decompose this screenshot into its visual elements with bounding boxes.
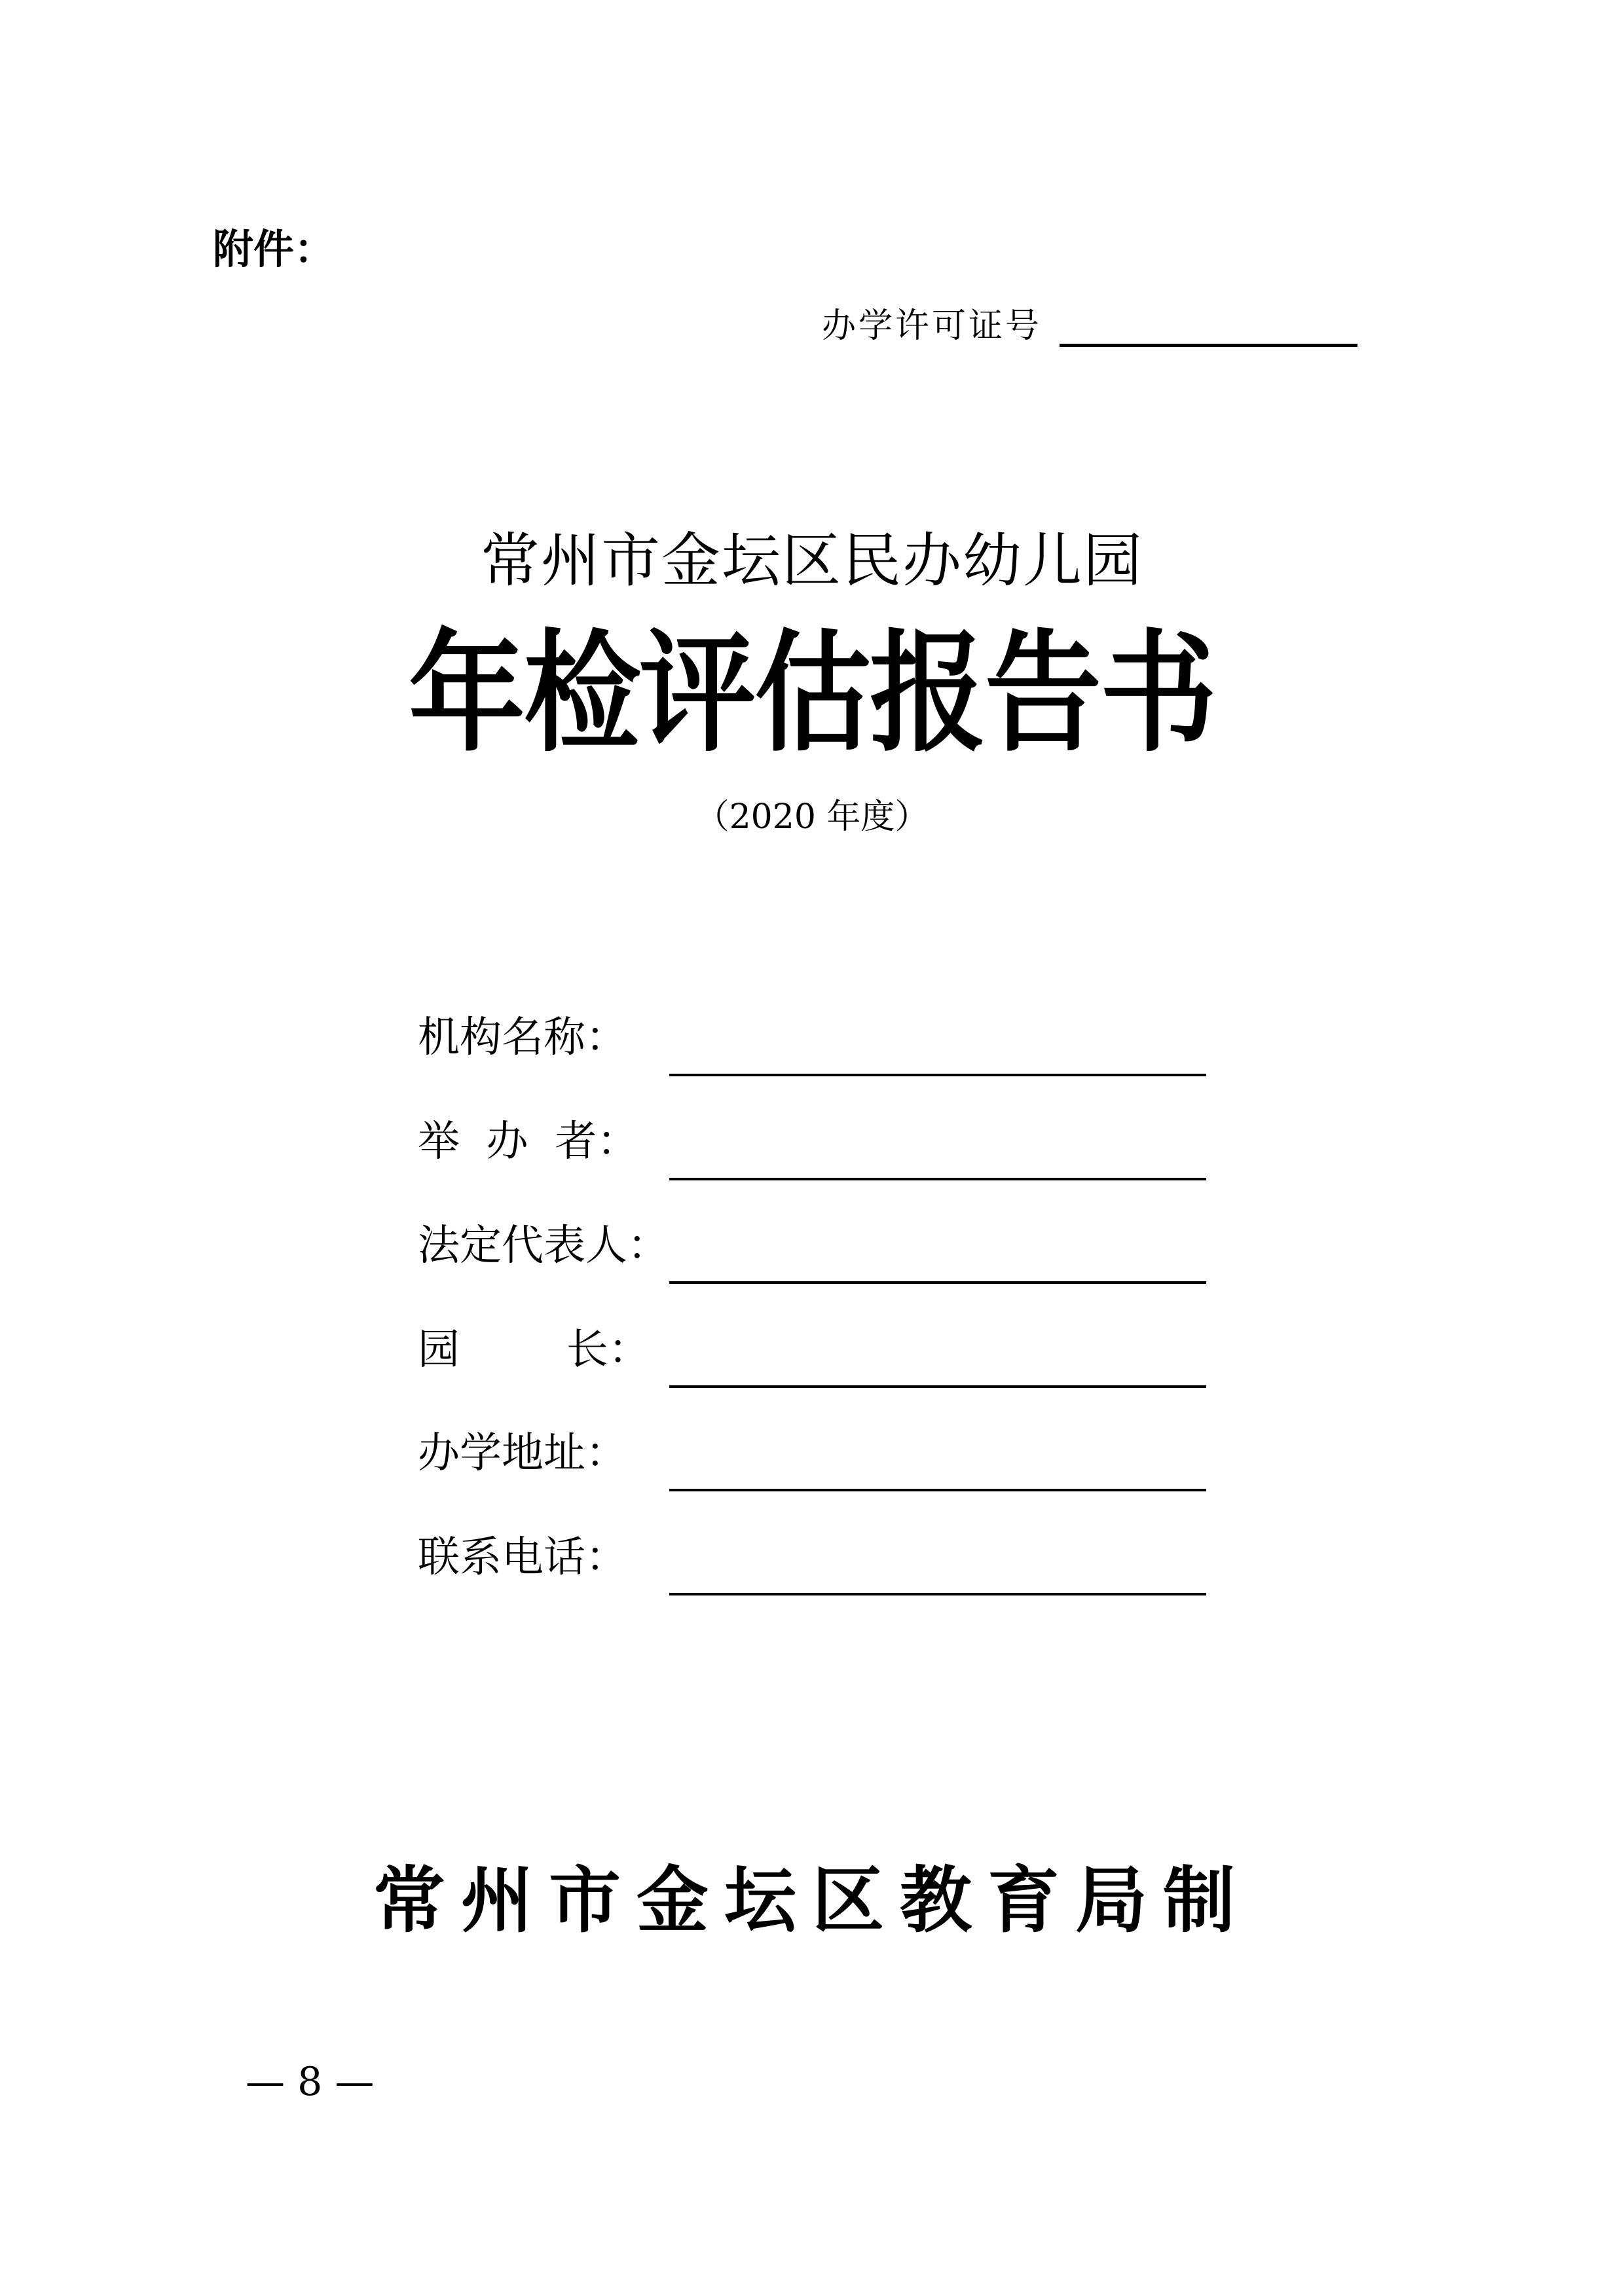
page-number: — 8 —: [246, 2059, 375, 2105]
field-label-sponsor: 举 办 者：: [418, 1118, 639, 1166]
field-label-legal-representative: 法定代表人：: [418, 1222, 669, 1270]
issuer-statement: 常州市金坛区教育局制: [373, 1859, 1251, 1942]
document-subtitle: 常州市金坛区民办幼儿园: [481, 526, 1143, 595]
field-blank-school-address[interactable]: [669, 1489, 1206, 1491]
report-year: （2020 年度）: [695, 797, 929, 837]
field-label-institution-name: 机构名称：: [418, 1013, 627, 1062]
field-blank-sponsor[interactable]: [669, 1178, 1206, 1180]
field-label-school-address: 办学地址：: [418, 1429, 627, 1478]
field-label-contact-phone: 联系电话：: [418, 1533, 627, 1582]
attachment-label: 附件：: [213, 225, 335, 273]
field-blank-legal-representative[interactable]: [669, 1281, 1206, 1284]
field-blank-institution-name[interactable]: [669, 1074, 1206, 1076]
license-number-label: 办学许可证号: [822, 306, 1043, 346]
field-label-principal: 园 长：: [418, 1326, 650, 1374]
field-blank-principal[interactable]: [669, 1385, 1206, 1388]
field-blank-contact-phone[interactable]: [669, 1593, 1206, 1595]
document-title: 年检评估报告书: [409, 617, 1215, 770]
license-number-blank[interactable]: [1060, 344, 1357, 347]
